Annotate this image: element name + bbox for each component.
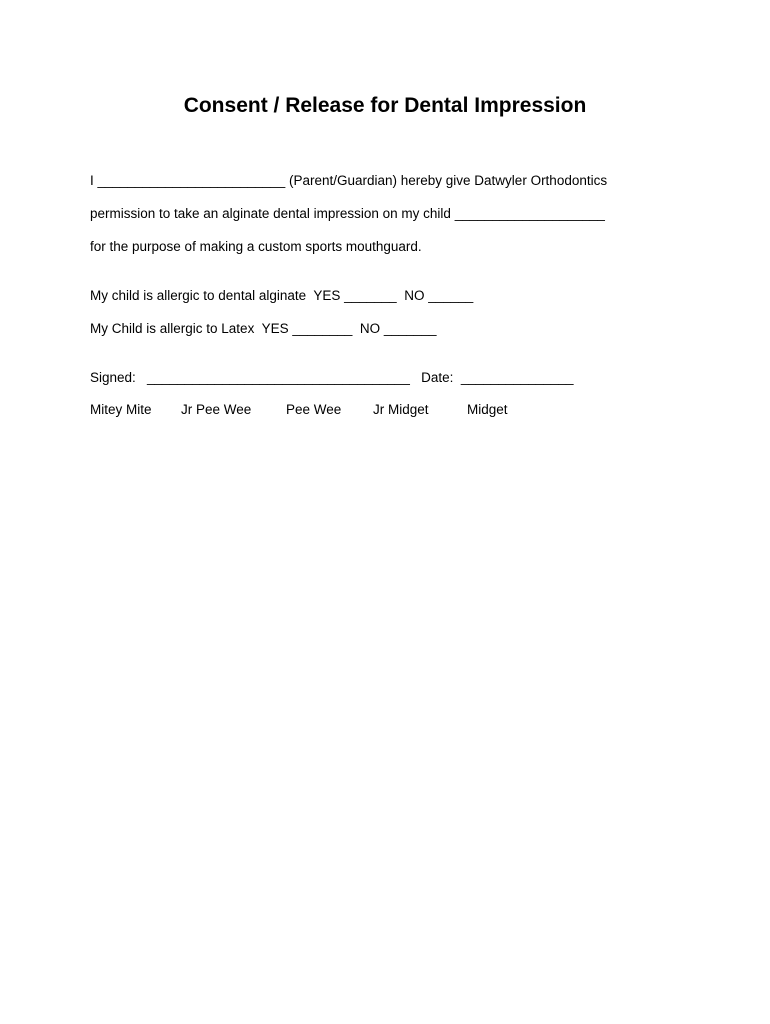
permission-line: permission to take an alginate dental impression on my child ____________________ (90, 206, 605, 221)
purpose-line: for the purpose of making a custom sports mouthguard. (90, 239, 422, 254)
latex-allergy-line: My Child is allergic to Latex YES ________ NO _______ (90, 321, 437, 336)
document-title: Consent / Release for Dental Impression (183, 94, 587, 117)
age-category-row (0, 402, 770, 420)
category-jr-midget: Jr Midget (373, 402, 429, 417)
category-mitey-mite: Mitey Mite (90, 402, 152, 417)
signature-date-line: Signed: ___________________________________ Date: _______________ (90, 370, 574, 385)
parent-guardian-line: I _________________________ (Parent/Guardian) hereby give Datwyler Orthodontics (90, 173, 608, 188)
category-jr-pee-wee: Jr Pee Wee (181, 402, 252, 417)
alginate-allergy-line: My child is allergic to dental alginate YES _______ NO ______ (90, 288, 474, 303)
category-pee-wee: Pee Wee (286, 402, 342, 417)
category-midget: Midget (467, 402, 508, 417)
